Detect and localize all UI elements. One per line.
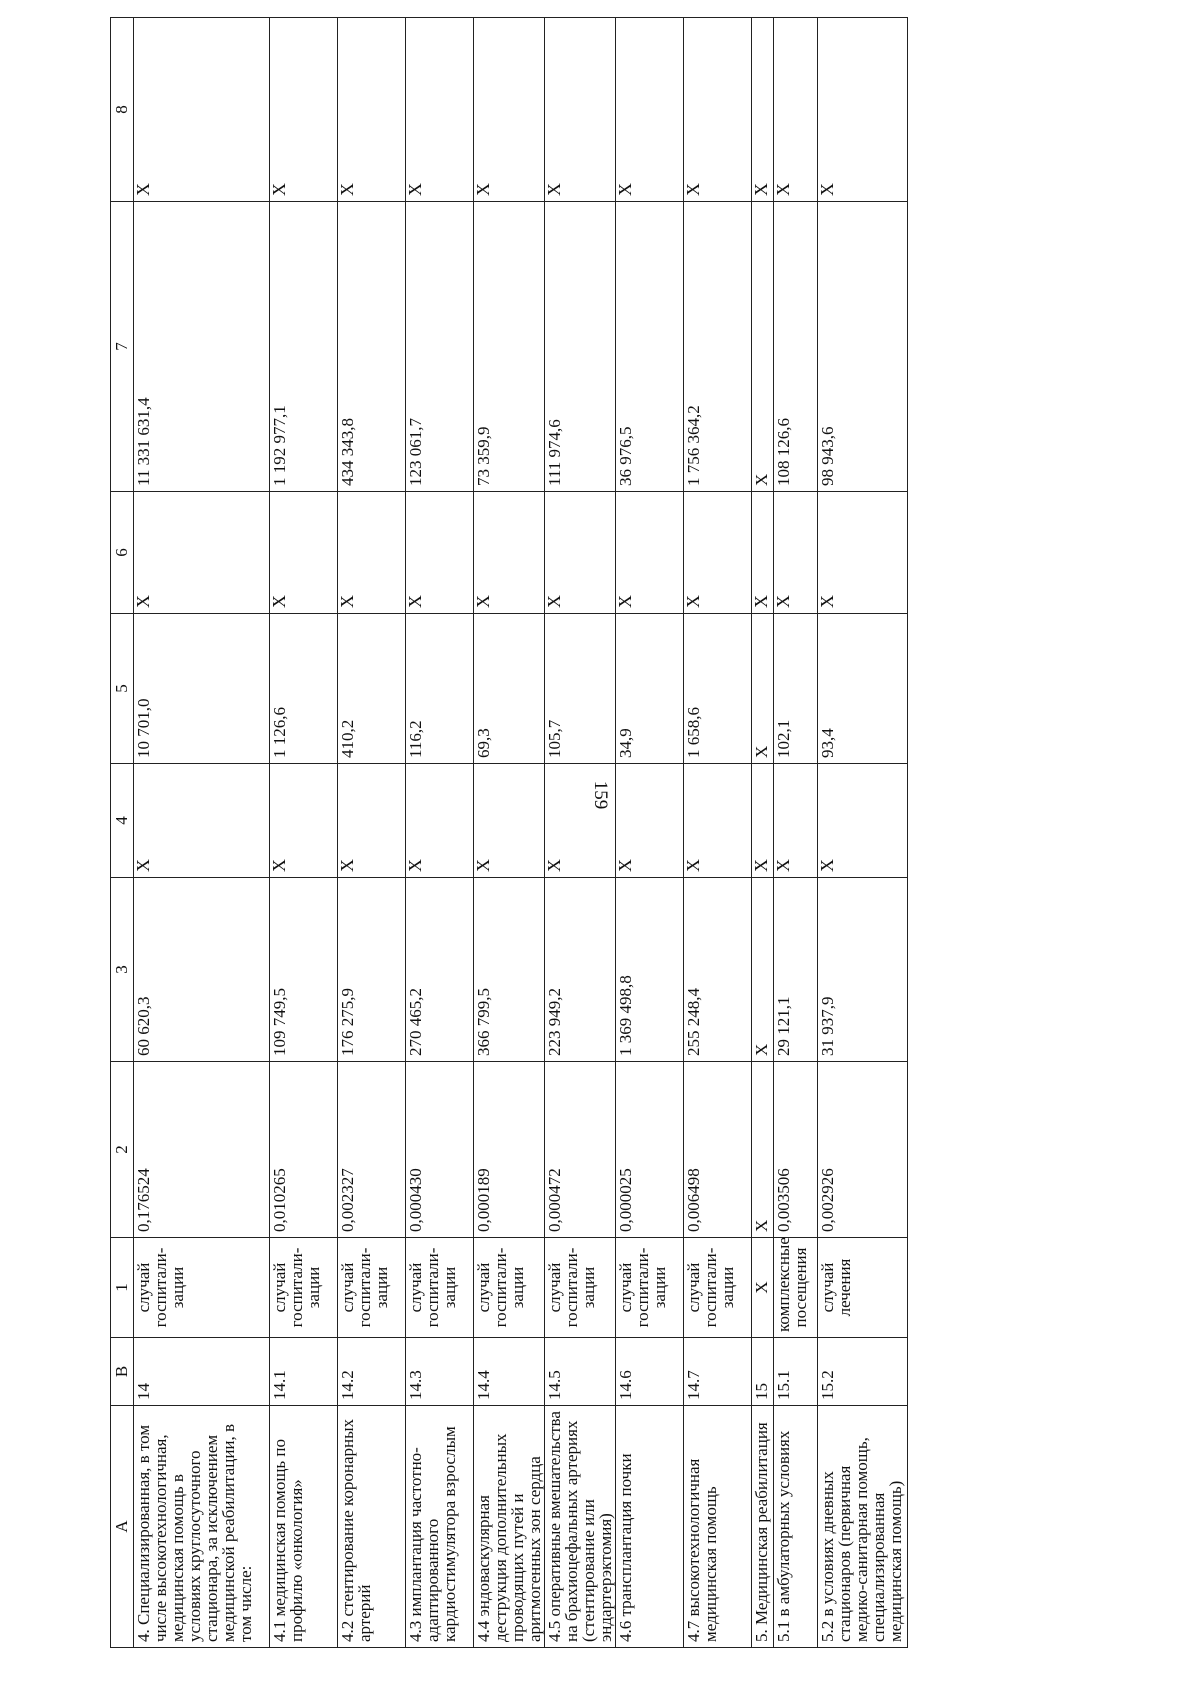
col6-cell: X bbox=[774, 492, 818, 614]
table-row bbox=[774, 18, 818, 1648]
col4-cell: X bbox=[474, 764, 545, 878]
row-code-cell: 14.7 bbox=[684, 1338, 752, 1406]
total-cost-cell: 98 943,6 bbox=[818, 202, 908, 492]
table-body bbox=[111, 18, 908, 1648]
total-cost-cell: X bbox=[752, 202, 774, 492]
row-name-cell: 4.4 эндоваскулярная деструкция дополнительных проводящих путей и аритмогенных зон сердца bbox=[474, 1406, 545, 1648]
unit-cell: случай госпитали-зации bbox=[545, 1238, 616, 1338]
header-cell-1: 1 bbox=[111, 1238, 134, 1338]
table-row bbox=[338, 18, 406, 1648]
volume-norm-cell: 0,000430 bbox=[406, 1062, 474, 1238]
col8-cell: X bbox=[338, 18, 406, 202]
per-capita-cell: 69,3 bbox=[474, 614, 545, 764]
row-name-cell: 5.2 в условиях дневных стационаров (первичная медико-санитарная помощь, специализированная медицинская помощь) bbox=[818, 1406, 908, 1648]
col6-cell: X bbox=[818, 492, 908, 614]
row-code-cell: 14 bbox=[134, 1338, 270, 1406]
total-cost-cell: 434 343,8 bbox=[338, 202, 406, 492]
table-row bbox=[818, 18, 908, 1648]
cost-norm-cell: 60 620,3 bbox=[134, 878, 270, 1062]
total-cost-cell: 108 126,6 bbox=[774, 202, 818, 492]
cost-norm-cell: 255 248,4 bbox=[684, 878, 752, 1062]
col8-cell: X bbox=[406, 18, 474, 202]
col8-cell: X bbox=[684, 18, 752, 202]
col8-cell: X bbox=[134, 18, 270, 202]
unit-cell: случай госпитали-зации bbox=[134, 1238, 270, 1338]
row-code-cell: 14.1 bbox=[270, 1338, 338, 1406]
col8-cell: X bbox=[545, 18, 616, 202]
col6-cell: X bbox=[270, 492, 338, 614]
col4-cell: X bbox=[134, 764, 270, 878]
col6-cell: X bbox=[545, 492, 616, 614]
cost-norm-cell: 270 465,2 bbox=[406, 878, 474, 1062]
per-capita-cell: 10 701,0 bbox=[134, 614, 270, 764]
col6-cell: X bbox=[616, 492, 684, 614]
col4-cell: X bbox=[406, 764, 474, 878]
row-code-cell: 15.1 bbox=[774, 1338, 818, 1406]
row-name-cell: 5.1 в амбулаторных условиях bbox=[774, 1406, 818, 1648]
row-code-cell: 14.2 bbox=[338, 1338, 406, 1406]
row-name-cell: 4.5 оперативные вмешательства на брахиоцефальных артериях (стентирование или эндартерэктомия) bbox=[545, 1406, 616, 1648]
unit-cell: случай госпитали-зации bbox=[684, 1238, 752, 1338]
volume-norm-cell: X bbox=[752, 1062, 774, 1238]
row-name-cell: 4.7 высокотехнологичная медицинская помощь bbox=[684, 1406, 752, 1648]
table-row bbox=[134, 18, 270, 1648]
total-cost-cell: 123 061,7 bbox=[406, 202, 474, 492]
per-capita-cell: 93,4 bbox=[818, 614, 908, 764]
volume-norm-cell: 0,002926 bbox=[818, 1062, 908, 1238]
unit-cell: X bbox=[752, 1238, 774, 1338]
row-name-cell: 4.3 имплантация частотно-адаптированного кардиостимулятора взрослым bbox=[406, 1406, 474, 1648]
row-code-cell: 15.2 bbox=[818, 1338, 908, 1406]
per-capita-cell: 1 126,6 bbox=[270, 614, 338, 764]
col6-cell: X bbox=[406, 492, 474, 614]
row-code-cell: 14.6 bbox=[616, 1338, 684, 1406]
total-cost-cell: 111 974,6 bbox=[545, 202, 616, 492]
volume-norm-cell: 0,002327 bbox=[338, 1062, 406, 1238]
cost-norm-cell: 29 121,1 bbox=[774, 878, 818, 1062]
row-code-cell: 14.3 bbox=[406, 1338, 474, 1406]
total-cost-cell: 1 192 977,1 bbox=[270, 202, 338, 492]
unit-cell: случай госпитали-зации bbox=[406, 1238, 474, 1338]
header-cell-8: 8 bbox=[111, 18, 134, 202]
col8-cell: X bbox=[774, 18, 818, 202]
col6-cell: X bbox=[338, 492, 406, 614]
col4-cell: X bbox=[752, 764, 774, 878]
per-capita-cell: 116,2 bbox=[406, 614, 474, 764]
financing-table bbox=[110, 17, 908, 1648]
col4-cell: X bbox=[338, 764, 406, 878]
volume-norm-cell: 0,010265 bbox=[270, 1062, 338, 1238]
header-row bbox=[111, 18, 134, 1648]
volume-norm-cell: 0,000189 bbox=[474, 1062, 545, 1238]
table-row bbox=[474, 18, 545, 1648]
table-row bbox=[545, 18, 616, 1648]
col4-cell: X bbox=[545, 764, 616, 878]
cost-norm-cell: 31 937,9 bbox=[818, 878, 908, 1062]
unit-cell: случай госпитали-зации bbox=[474, 1238, 545, 1338]
unit-cell: случай госпитали-зации bbox=[616, 1238, 684, 1338]
volume-norm-cell: 0,000472 bbox=[545, 1062, 616, 1238]
col8-cell: X bbox=[818, 18, 908, 202]
unit-cell: случай госпитали-зации bbox=[338, 1238, 406, 1338]
col8-cell: X bbox=[752, 18, 774, 202]
total-cost-cell: 1 756 364,2 bbox=[684, 202, 752, 492]
col4-cell: X bbox=[774, 764, 818, 878]
cost-norm-cell: 366 799,5 bbox=[474, 878, 545, 1062]
rotated-page-content bbox=[110, 18, 1110, 1648]
col4-cell: X bbox=[270, 764, 338, 878]
header-cell-b: B bbox=[111, 1338, 134, 1406]
col8-cell: X bbox=[270, 18, 338, 202]
cost-norm-cell: X bbox=[752, 878, 774, 1062]
row-name-cell: 4.2 стентирование коронарных артерий bbox=[338, 1406, 406, 1648]
table-row bbox=[684, 18, 752, 1648]
header-cell-2: 2 bbox=[111, 1062, 134, 1238]
col6-cell: X bbox=[134, 492, 270, 614]
unit-cell: комплексные посещения bbox=[774, 1238, 818, 1338]
total-cost-cell: 11 331 631,4 bbox=[134, 202, 270, 492]
header-cell-a: A bbox=[111, 1406, 134, 1648]
table-row bbox=[616, 18, 684, 1648]
cost-norm-cell: 223 949,2 bbox=[545, 878, 616, 1062]
unit-cell: случай госпитали-зации bbox=[270, 1238, 338, 1338]
volume-norm-cell: 0,003506 bbox=[774, 1062, 818, 1238]
header-cell-5: 5 bbox=[111, 614, 134, 764]
row-name-cell: 4. Специализированная, в том числе высокотехнологичная, медицинская помощь в условиях круглосуточного стационара, за исключением медицинской реабилитации, в том числе: bbox=[134, 1406, 270, 1648]
per-capita-cell: 410,2 bbox=[338, 614, 406, 764]
row-name-cell: 5. Медицинская реабилитация bbox=[752, 1406, 774, 1648]
col6-cell: X bbox=[474, 492, 545, 614]
table-row bbox=[270, 18, 338, 1648]
row-name-cell: 4.6 трансплантация почки bbox=[616, 1406, 684, 1648]
row-code-cell: 14.4 bbox=[474, 1338, 545, 1406]
col4-cell: X bbox=[818, 764, 908, 878]
col8-cell: X bbox=[474, 18, 545, 202]
row-name-cell: 4.1 медицинская помощь по профилю «онкология» bbox=[270, 1406, 338, 1648]
cost-norm-cell: 109 749,5 bbox=[270, 878, 338, 1062]
total-cost-cell: 73 359,9 bbox=[474, 202, 545, 492]
per-capita-cell: 102,1 bbox=[774, 614, 818, 764]
col4-cell: X bbox=[616, 764, 684, 878]
volume-norm-cell: 0,176524 bbox=[134, 1062, 270, 1238]
cost-norm-cell: 176 275,9 bbox=[338, 878, 406, 1062]
volume-norm-cell: 0,006498 bbox=[684, 1062, 752, 1238]
table-row bbox=[752, 18, 774, 1648]
header-cell-7: 7 bbox=[111, 202, 134, 492]
volume-norm-cell: 0,000025 bbox=[616, 1062, 684, 1238]
col6-cell: X bbox=[684, 492, 752, 614]
per-capita-cell: 34,9 bbox=[616, 614, 684, 764]
header-cell-3: 3 bbox=[111, 878, 134, 1062]
cost-norm-cell: 1 369 498,8 bbox=[616, 878, 684, 1062]
table-row bbox=[406, 18, 474, 1648]
header-cell-6: 6 bbox=[111, 492, 134, 614]
row-code-cell: 15 bbox=[752, 1338, 774, 1406]
total-cost-cell: 36 976,5 bbox=[616, 202, 684, 492]
per-capita-cell: 1 658,6 bbox=[684, 614, 752, 764]
page-number: 159 bbox=[590, 780, 611, 810]
per-capita-cell: 105,7 bbox=[545, 614, 616, 764]
col4-cell: X bbox=[684, 764, 752, 878]
unit-cell: случай лечения bbox=[818, 1238, 908, 1338]
row-code-cell: 14.5 bbox=[545, 1338, 616, 1406]
per-capita-cell: X bbox=[752, 614, 774, 764]
col6-cell: X bbox=[752, 492, 774, 614]
col8-cell: X bbox=[616, 18, 684, 202]
header-cell-4: 4 bbox=[111, 764, 134, 878]
